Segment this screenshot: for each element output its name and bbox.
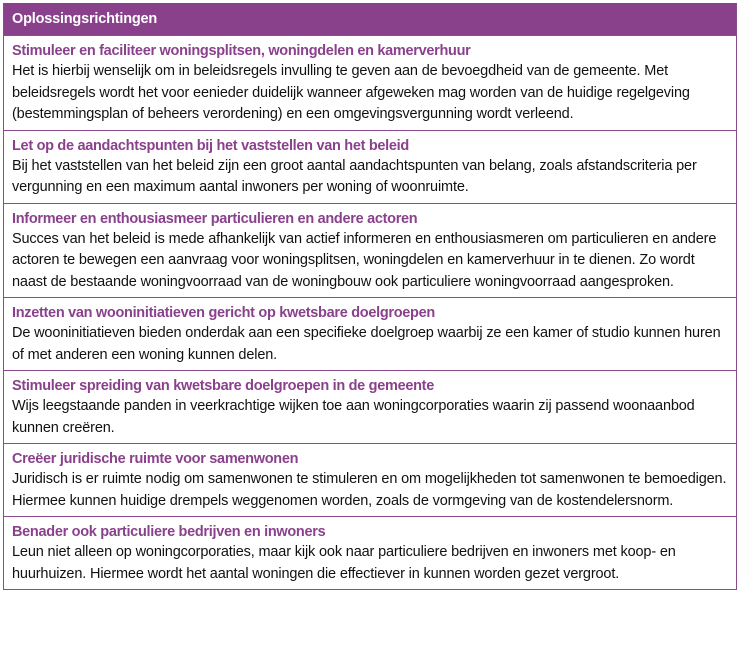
- solutions-table: [3, 3, 737, 590]
- table-header: Oplossingsrichtingen: [4, 3, 736, 35]
- row-body: Juridisch is er ruimte nodig om samenwonen te stimuleren en om mogelijkheden tot samenwonen te bemoedigen. Hiermee kunnen huidige drempels weggenomen worden, zoals de vormgeving van de kostendelersnorm.: [12, 471, 727, 509]
- row-body: Leun niet alleen op woningcorporaties, maar kijk ook naar particuliere bedrijven en inwoners met koop- en huurhuizen. Hiermee wordt het aantal woningen die effectiever in kunnen worden gezet vergroot.: [12, 544, 676, 582]
- table-row: [4, 297, 736, 370]
- row-title: Creëer juridische ruimte voor samenwonen: [12, 451, 299, 467]
- row-body: Succes van het beleid is mede afhankelijk van actief informeren en enthousiasmeren om particulieren en andere actoren te bewegen een aanvraag voor woningsplitsen, woningdelen en kamerverhuur in te dienen. Zo wordt naast de bestaande woningvoorraad van de woningbouw ook particuliere woningvoorraad aangesproken.: [12, 230, 717, 290]
- table-row: [4, 35, 736, 130]
- table-row: [4, 203, 736, 298]
- row-title: Inzetten van wooninitiatieven gericht op kwetsbare doelgroepen: [12, 305, 435, 321]
- row-body: Het is hierbij wenselijk om in beleidsregels invulling te geven aan de bevoegdheid van de gemeente. Met beleidsregels wordt het voor eenieder duidelijk wanneer afgeweken mag worden van de huidige regelgeving (bestemmingsplan of beheers verordening) en een omgevingsvergunning wordt verleend.: [12, 63, 690, 122]
- table-row: [4, 370, 736, 443]
- row-title: Benader ook particuliere bedrijven en inwoners: [12, 524, 326, 540]
- table-row: [4, 516, 736, 589]
- row-title: Let op de aandachtspunten bij het vaststellen van het beleid: [12, 137, 409, 154]
- row-body: Wijs leegstaande panden in veerkrachtige wijken toe aan woningcorporaties waarin zij passend woonaanbod kunnen creëren.: [12, 398, 695, 436]
- row-title: Stimuleer en faciliteer woningsplitsen, woningdelen en kamerverhuur: [12, 43, 471, 59]
- row-title: Informeer en enthousiasmeer particulieren en andere actoren: [12, 210, 418, 227]
- table-row: [4, 443, 736, 516]
- row-title: Stimuleer spreiding van kwetsbare doelgroepen in de gemeente: [12, 378, 434, 394]
- row-body: De wooninitiatieven bieden onderdak aan een specifieke doelgroep waarbij ze een kamer of studio kunnen huren of met anderen een woning kunnen delen.: [12, 325, 721, 363]
- row-body: Bij het vaststellen van het beleid zijn een groot aantal aandachtspunten van belang, zoals afstandscriteria per vergunning en een maximum aantal inwoners per woning of woonruimte.: [12, 157, 697, 195]
- table-row: [4, 130, 736, 203]
